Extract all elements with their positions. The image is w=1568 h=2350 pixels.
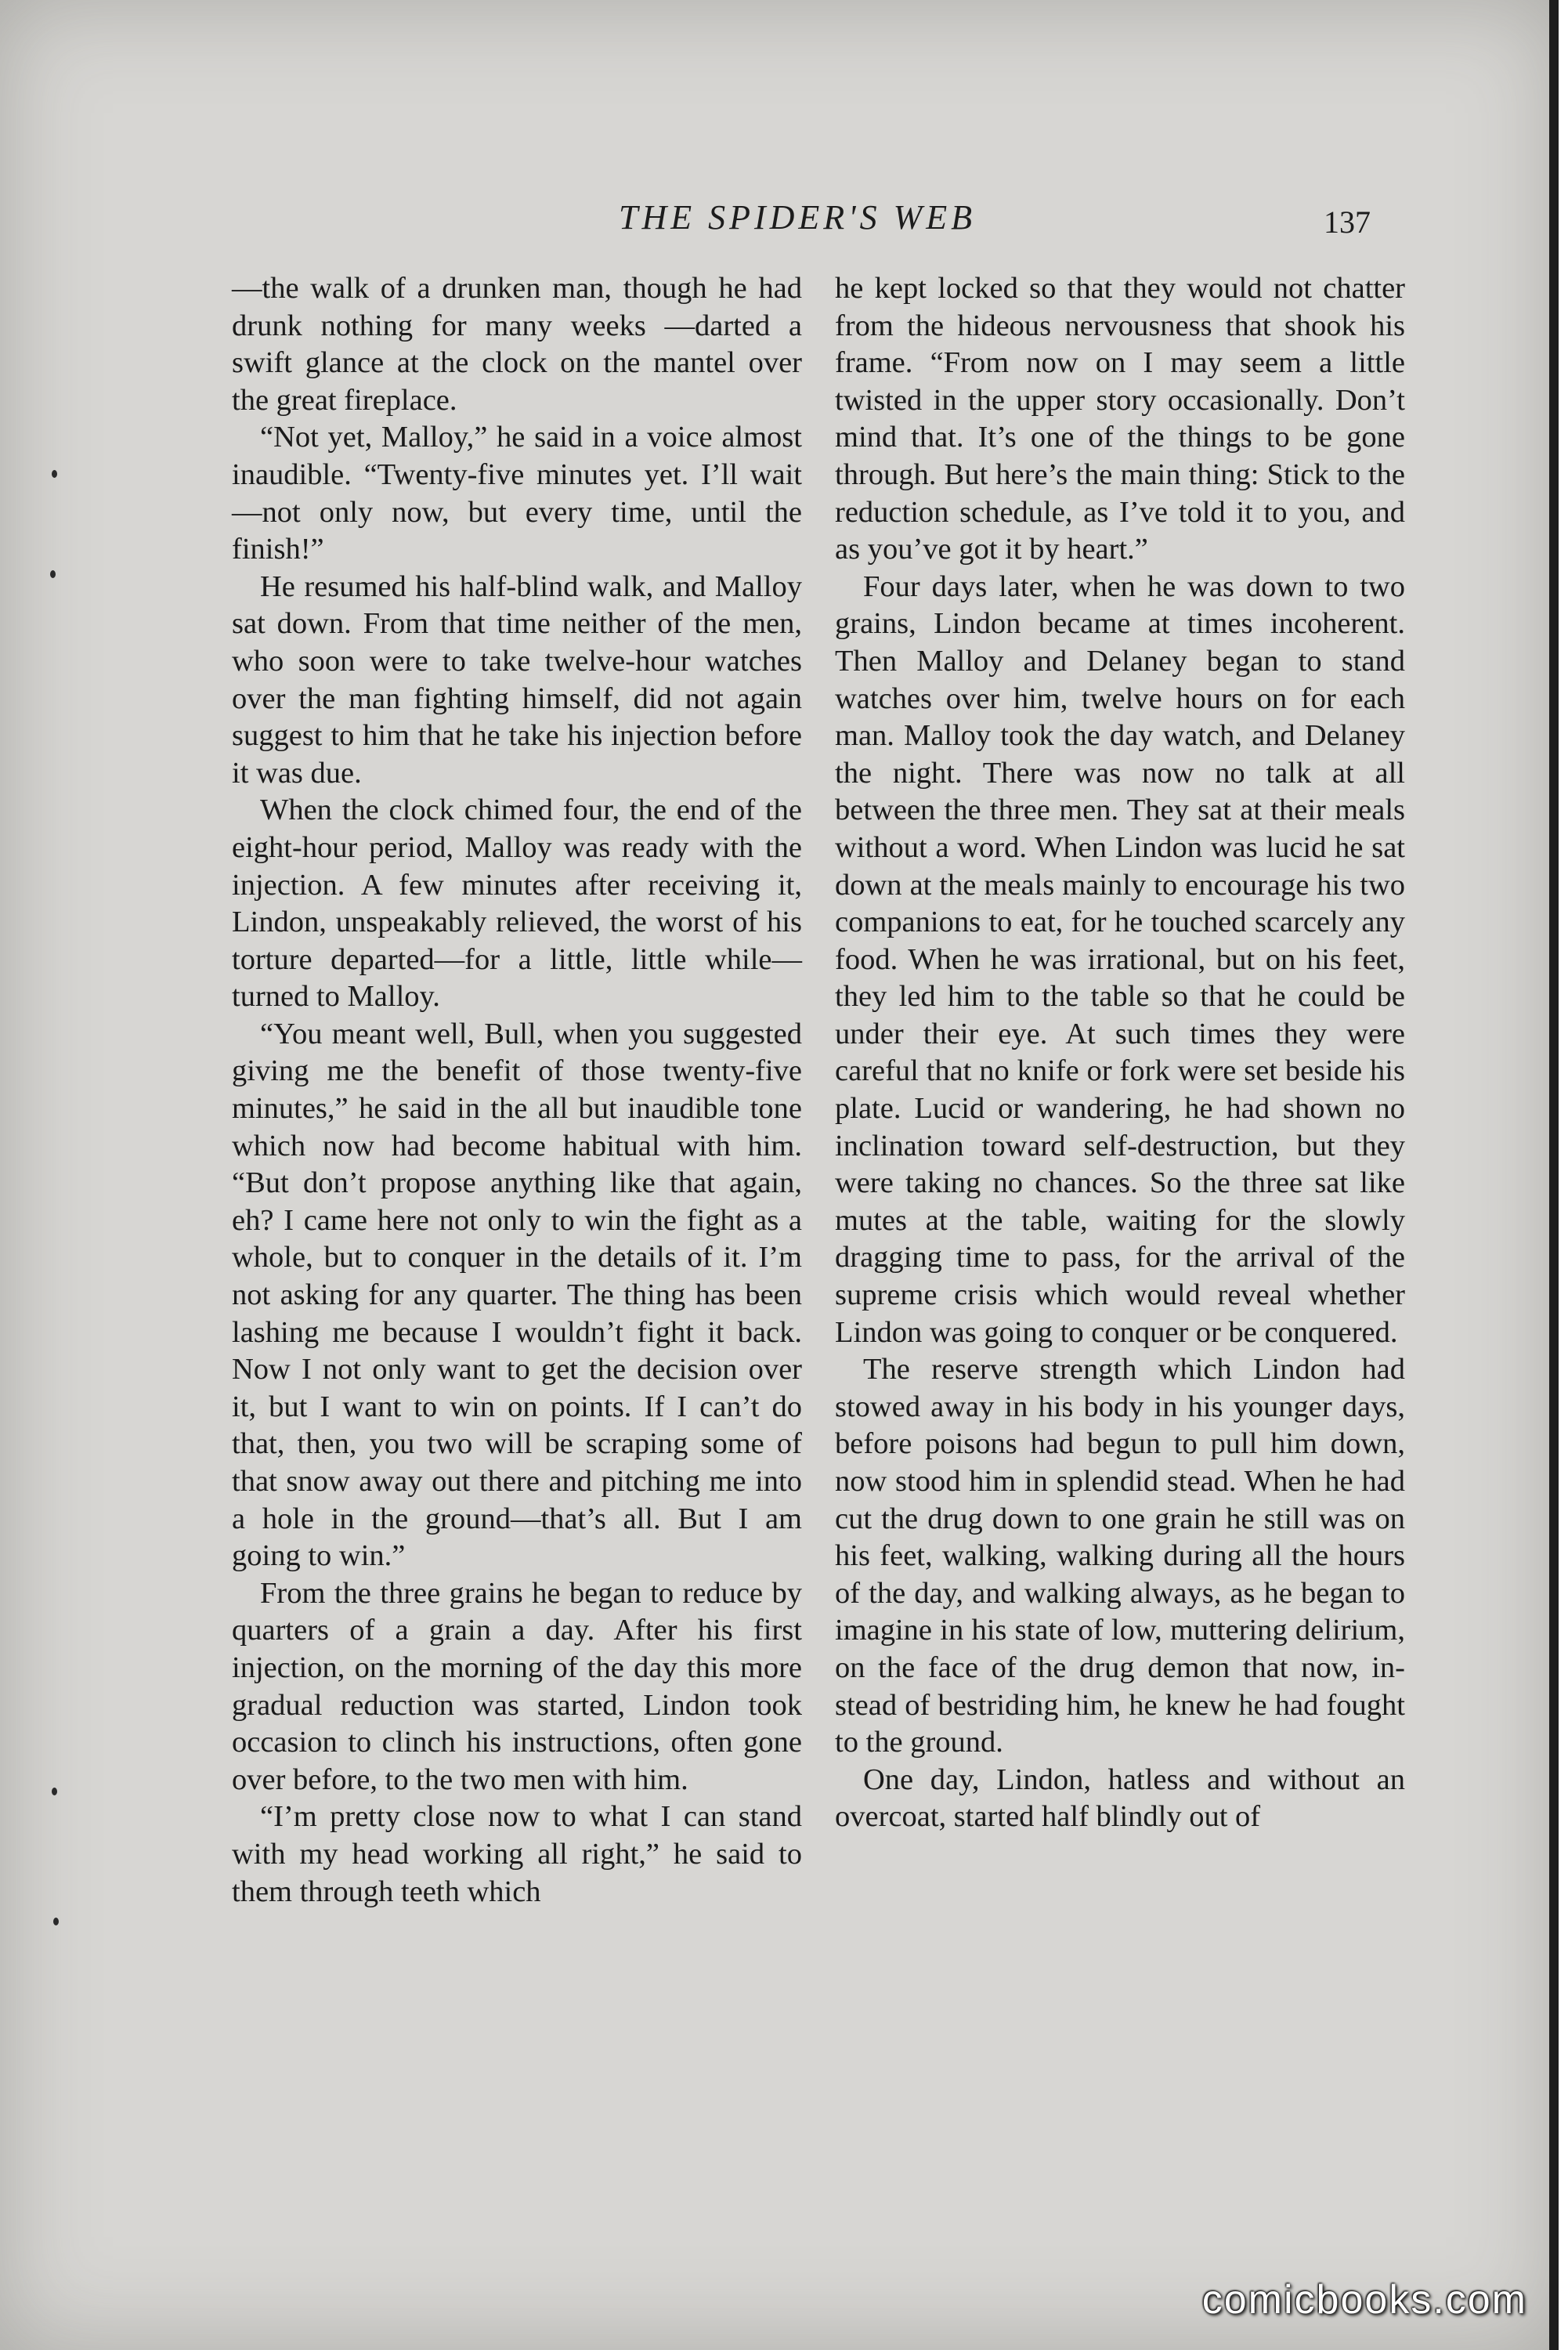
page-number: 137 xyxy=(1324,204,1371,240)
paragraph: “Not yet, Malloy,” he said in a voice almost inaudible. “Twenty-five minutes yet. I’ll wait—not only now, but every time, until the finish!” xyxy=(232,421,802,566)
paragraph: When the clock chimed four, the end of the eight-hour period, Malloy was ready with the injection. A few minutes after receiving it, Lindon, unspeakably relieved, the worst of his torture departed—for a little, little while—turned to Malloy. xyxy=(232,794,802,1014)
left-column xyxy=(232,270,802,1911)
paragraph: —the walk of a drunken man, though he had drunk nothing for many weeks —darted a swift glance at the clock on the mantel over the great fireplace. xyxy=(232,272,802,417)
paragraph: The reserve strength which Lindon had stowed away in his body in his younger days, before poisons had begun to pull him down, now stood him in splendid stead. When he had cut the drug down to one grain he still was on his feet, walking, walking during all the hours of the day, and walking always, as he began to imagine in his state of low, muttering delirium, on the face of the drug demon that now, instead of bestriding him, he knew he had fought to the ground. xyxy=(835,1353,1405,1759)
paragraph: Four days later, when he was down to two grains, Lindon became at times incoherent. Then Malloy and Delaney began to stand watches over him, twelve hours on for each man. Malloy took the day watch, and Delaney the night. There was now no talk at all between the three men. They sat at their meals without a word. When Lindon was lucid he sat down at the meals mainly to encourage his two companions to eat, for he touched scarcely any food. When he was irrational, but on his feet, they led him to the table so that he could be under their eye. At such times they were careful that no knife or fork were set beside his plate. Lucid or wandering, he had shown no inclination toward self-destruction, but they were taking no chances. So the three sat like mutes at the table, waiting for the slowly dragging time to pass, for the arrival of the supreme crisis which would reveal whether Lindon was going to conquer or be conquered. xyxy=(835,569,1405,1349)
binding-speck xyxy=(52,470,57,478)
right-column xyxy=(835,270,1405,1836)
scan-edge xyxy=(1549,0,1559,2350)
paragraph: “I’m pretty close now to what I can stand with my head working all right,” he said to them through teeth which xyxy=(232,1800,802,1908)
running-header xyxy=(235,197,1410,252)
paragraph: he kept locked so that they would not chatter from the hideous nervousness that shook his frame. “From now on I may seem a little twisted in the upper story occasionally. Don’t mind that. It’s one of the things to be gone through. But here’s the main thing: Stick to the reduction schedule, as I’ve told it to you, and as you’ve got it by heart.” xyxy=(835,272,1405,566)
paragraph: One day, Lindon, hatless and without an overcoat, started half blindly out of xyxy=(835,1762,1405,1834)
running-title: THE SPIDER'S WEB xyxy=(619,198,976,237)
binding-speck xyxy=(53,1918,59,1925)
watermark-logo: comicbooks.com xyxy=(1201,2277,1527,2323)
paragraph: From the three grains he began to reduce by quarters of a grain a day. After his first injection, on the morning of the day this more gradual reduction was started, Lindon took occasion to clinch his instructions, often gone over before, to the two men with him. xyxy=(232,1576,802,1796)
binding-speck xyxy=(50,570,56,578)
binding-speck xyxy=(52,1788,57,1795)
paragraph: “You meant well, Bull, when you suggested giving me the benefit of those twenty-five minutes,” he said in the all but inaudible tone which now had become habitual with him. “But don’t propose anything like that again, eh? I came here not only to win the fight as a whole, but to conquer in the details of it. I’m not asking for any quarter. The thing has been lashing me because I wouldn’t fight it back. Now I not only want to get the decision over it, but I want to win on points. If I can’t do that, then, you two will be scraping some of that snow away out there and pitching me into a hole in the ground—that’s all. But I am going to win.” xyxy=(232,1017,802,1573)
paragraph: He resumed his half-blind walk, and Malloy sat down. From that time neither of the men, who soon were to take twelve-hour watches over the man fighting himself, did not again suggest to him that he take his injection before it was due. xyxy=(232,569,802,790)
